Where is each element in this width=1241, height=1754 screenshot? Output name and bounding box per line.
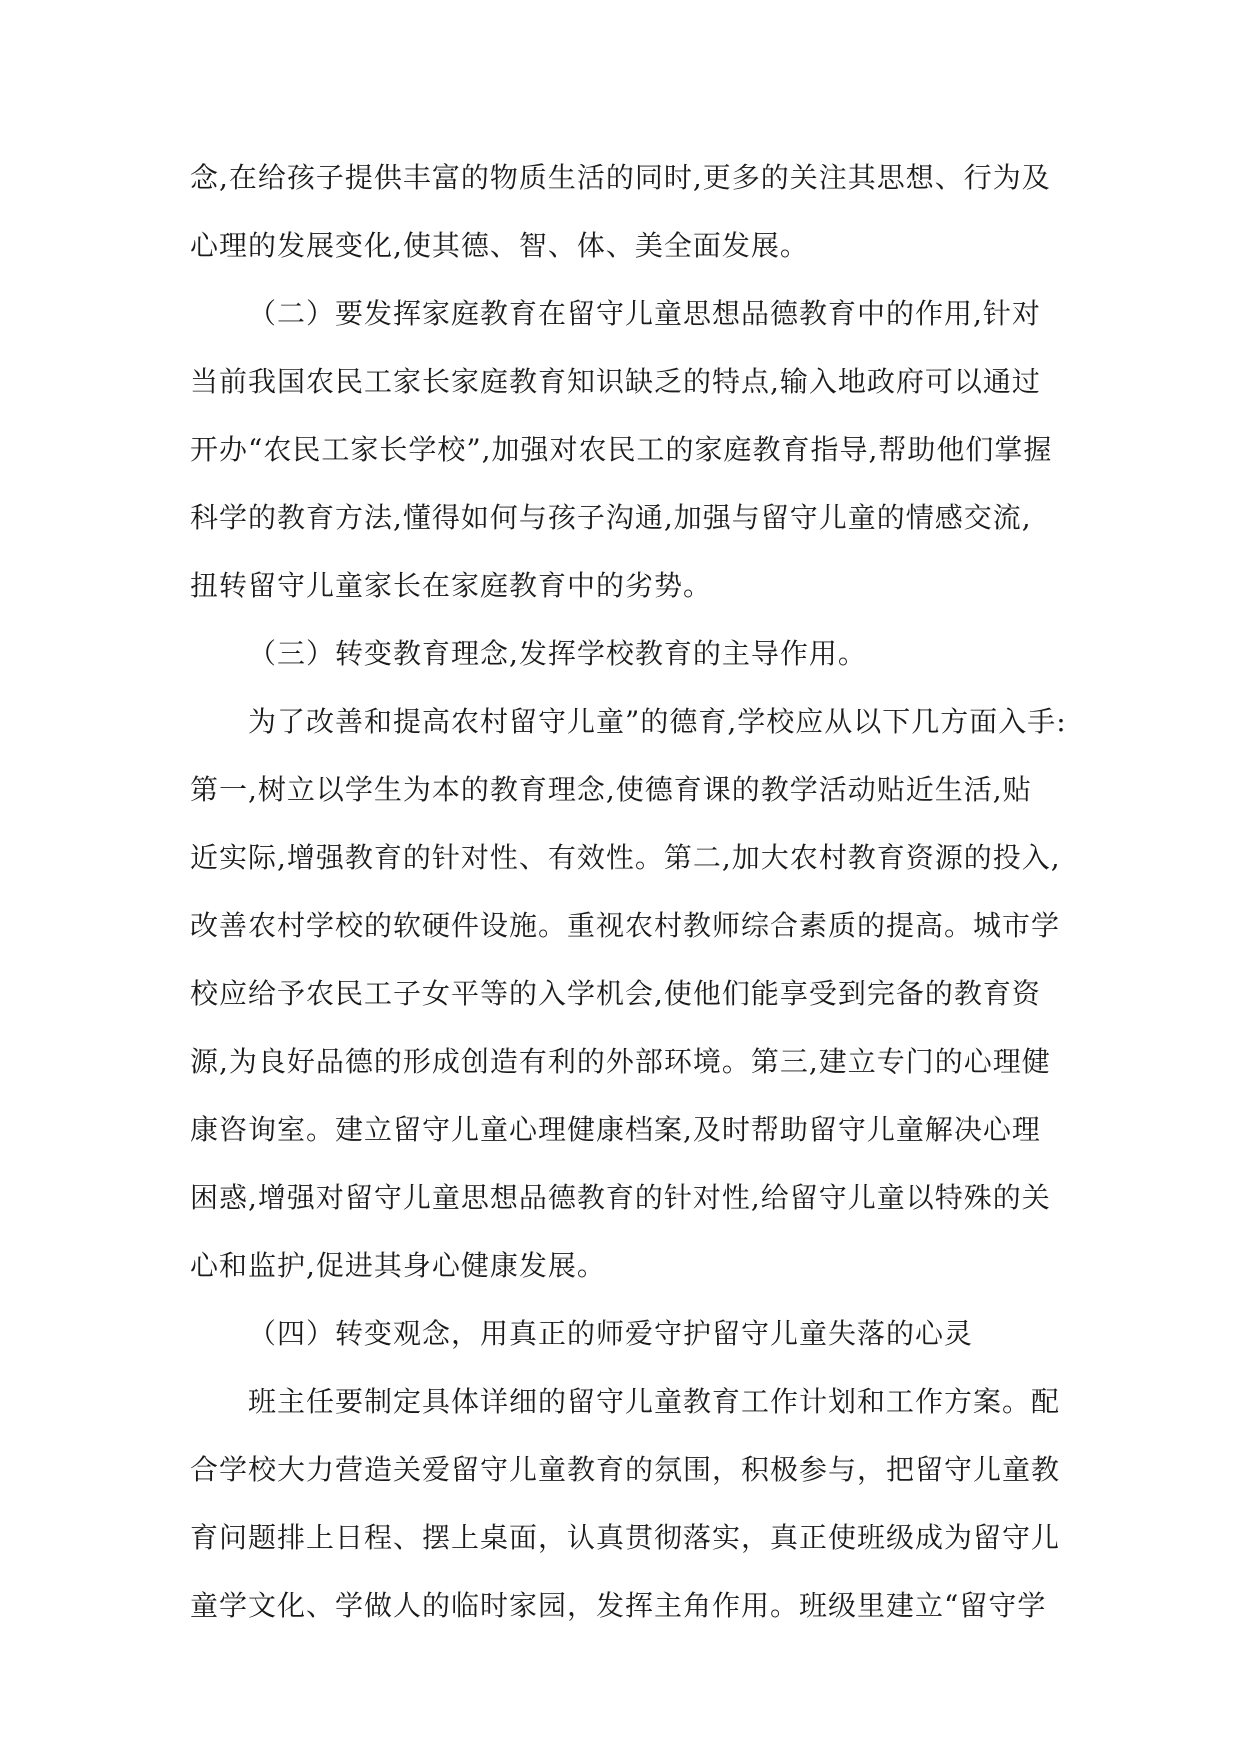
text-line: 当前我国农民工家长家庭教育知识缺乏的特点,输入地政府可以通过 [190,365,1041,398]
text-line: 合学校大力营造关爱留守儿童教育的氛围，积极参与，把留守儿童教 [190,1453,1061,1486]
text-line: 开办“农民工家长学校”,加强对农民工的家庭教育指导,帮助他们掌握 [190,433,1053,466]
text-line: 心理的发展变化,使其德、智、体、美全面发展。 [190,229,809,262]
text-line: 念,在给孩子提供丰富的物质生活的同时,更多的关注其思想、行为及 [190,161,1051,194]
text-line: 童学文化、学做人的临时家园，发挥主角作用。班级里建立“留守学 [190,1589,1047,1622]
text-line: 育问题排上日程、摆上桌面，认真贯彻落实，真正使班级成为留守儿 [190,1521,1061,1554]
text-line: 第一,树立以学生为本的教育理念,使德育课的教学活动贴近生活,贴 [190,773,1032,806]
text-line: 改善农村学校的软硬件设施。重视农村教师综合素质的提高。城市学 [190,909,1061,942]
text-line: 科学的教育方法,懂得如何与孩子沟通,加强与留守儿童的情感交流, [190,501,1032,534]
text-line: 源,为良好品德的形成创造有利的外部环境。第三,建立专门的心理健 [190,1045,1051,1078]
text-line: 心和监护,促进其身心健康发展。 [190,1249,606,1282]
paragraph-heading: （三）转变教育理念,发挥学校教育的主导作用。 [248,637,867,670]
text-line: 班主任要制定具体详细的留守儿童教育工作计划和工作方案。配 [248,1385,1061,1418]
text-line: 校应给予农民工子女平等的入学机会,使他们能享受到完备的教育资 [190,977,1041,1010]
text-line: 扭转留守儿童家长在家庭教育中的劣势。 [190,569,713,602]
text-line: 为了改善和提高农村留守儿童”的德育,学校应从以下几方面入手: [248,705,1067,738]
text-line: 康咨询室。建立留守儿童心理健康档案,及时帮助留守儿童解决心理 [190,1113,1041,1146]
text-line: 近实际,增强教育的针对性、有效性。第二,加大农村教育资源的投入, [190,841,1061,874]
text-line: 困惑,增强对留守儿童思想品德教育的针对性,给留守儿童以特殊的关 [190,1181,1051,1214]
paragraph-heading: （二）要发挥家庭教育在留守儿童思想品德教育中的作用,针对 [248,297,1041,330]
paragraph-heading: （四）转变观念，用真正的师爱守护留守儿童失落的心灵 [248,1317,974,1350]
